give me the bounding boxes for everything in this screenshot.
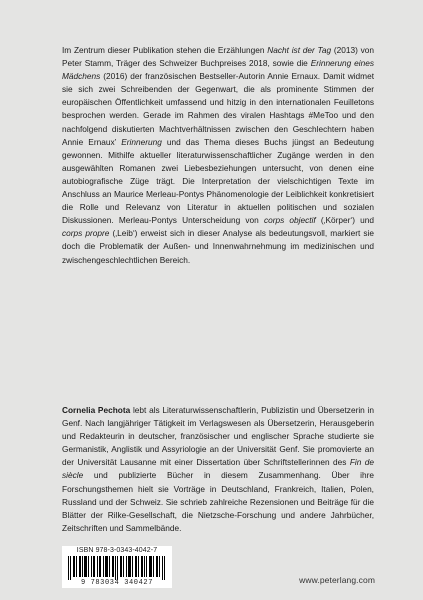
description-text: (2016) der französischen Bestseller-Autorin Annie Ernaux. Damit widmet sie sich zwei Schreibenden der Gegenwart, die als prominente Stimmen der europäischen Öffentlichkeit umfassend und hitzig in den internationalen Feuilletons besprochen werden. Gerade im Rahmen des viralen Hashtags #MeToo und den nachfolgend diskutierten Machtverhältnissen zwischen den Geschlechtern haben Annie Ernaux’ [62, 71, 374, 147]
author-name: Cornelia Pechota [62, 405, 131, 415]
isbn-label: ISBN 978-3-0343-4042-7 [76, 547, 158, 554]
bio-text: und publizierte Bücher in diesem Zusammenhang. Über ihre Forschungsthemen hielt sie Vorträge in Deutschland, Frankreich, Italien, Polen, Russland und der Schweiz. Sie schrieb zahlreiche Rezensionen und Beiträge für die Blätter der Rilke-Gesellschaft, die Nietzsche-Forschung und andere Jahrbücher, Zeitschriften und Sammelbände. [62, 470, 374, 533]
term-corps-propre: corps propre [62, 228, 110, 239]
book-title-ernaux: Erinnerung eines Mädchens [62, 58, 374, 82]
barcode-bars [68, 556, 166, 580]
bio-text: lebt als Literaturwissenschaftlerin, Publizistin und Übersetzerin in Genf. Nach langjähriger Tätigkeit im Verlagswesen als Übersetzerin, Herausgeberin und Redakteurin in deutscher, französischer und englischer Sprache studierte sie Germanistik, Anglistik und Assyriologie an der Universität Genf. Sie promovierte an der Universität Lausanne mit einer Dissertation über Schriftstellerinnen des [62, 405, 374, 468]
term-fin-de-siecle: Fin de siècle [62, 457, 375, 481]
book-title-stamm: Nacht ist der Tag [267, 45, 332, 55]
isbn-barcode [62, 546, 172, 588]
book-title-short: Erinnerung [121, 136, 162, 147]
description-text: (‚Körper‘) und [315, 215, 374, 226]
description-text: (‚Leib‘) erweist sich in dieser Analyse als bedeutungsvoll, markiert sie doch die Problematik der Außen- und Innenwahrnehmung im medizinischen und zwischengeschlechtlichen Bereich. [62, 228, 374, 265]
description-text: (2013) von Peter Stamm, Träger des Schweizer Buchpreises 2018, sowie die [62, 45, 374, 69]
author-biography [62, 404, 374, 535]
description-text: und das Thema dieses Buchs jüngst an Bedeutung gewonnen. Mithilfe aktueller literaturwissenschaftlicher Zugänge werden in den ausgewählten Romanen zwei Liebesbeziehungen untersucht, von denen eine autobiografische Züge trägt. Die Interpretation der vielschichtigen Texte im Anschluss an Maurice Merleau-Pontys Phänomenologie der Leiblichkeit konkretisiert die Rolle und Relevanz von Literatur in aktuellen politischen und sozialen Diskussionen. Merleau-Pontys Unterscheidung von [62, 136, 375, 226]
description-text: Im Zentrum dieser Publikation stehen die Erzählungen [62, 45, 268, 55]
publisher-website[interactable]: www.peterlang.com [299, 575, 375, 585]
barcode-number: 9 783034 340427 [80, 579, 153, 587]
book-description [62, 44, 374, 267]
term-corps-objectif: corps objectif [263, 215, 316, 226]
